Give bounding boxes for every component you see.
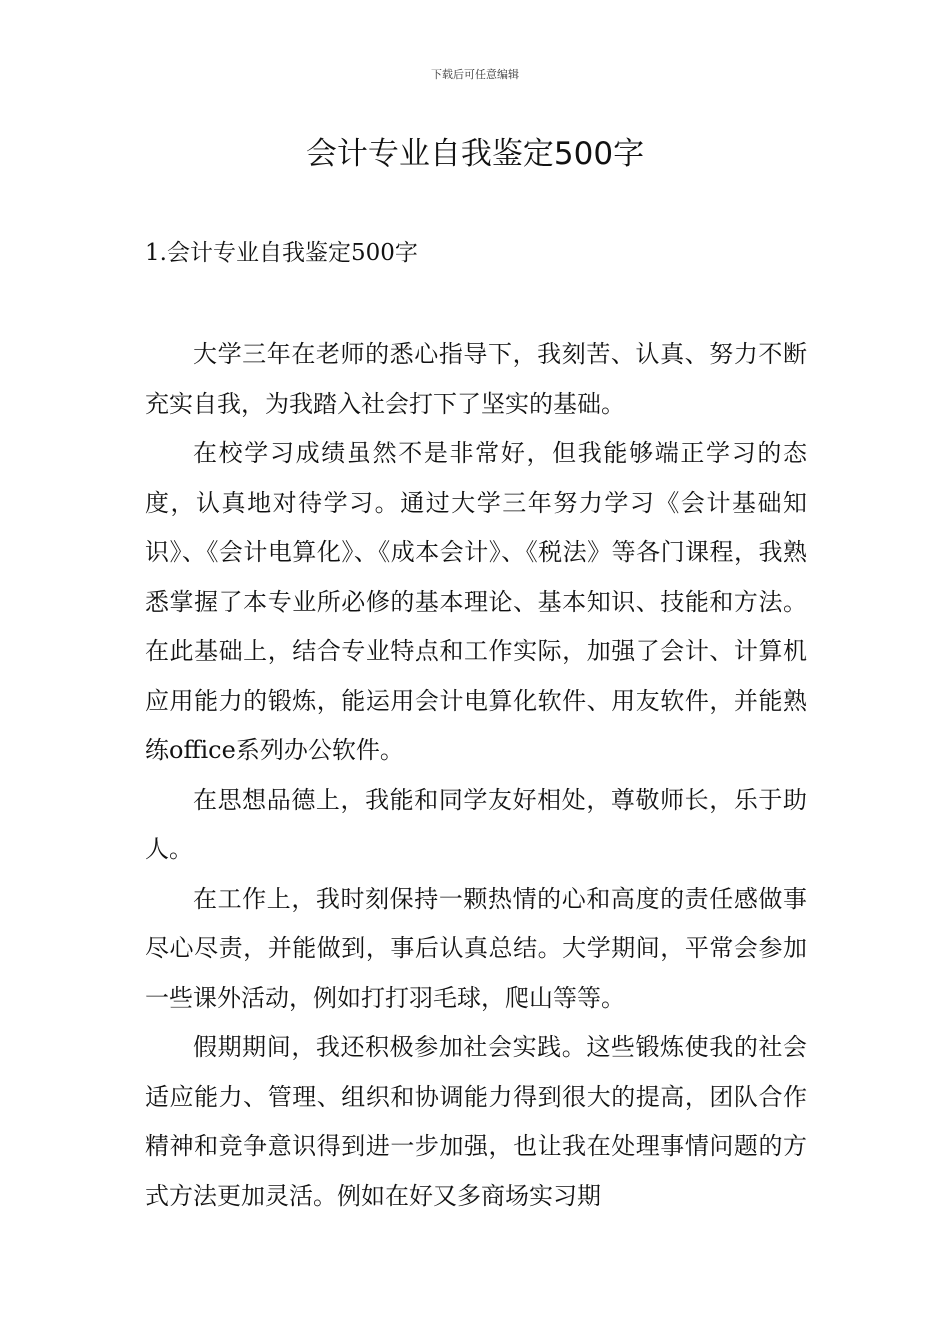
section-heading: 1.会计专业自我鉴定500字 — [145, 240, 418, 266]
paragraph: 在思想品德上，我能和同学友好相处，尊敬师长，乐于助人。 — [145, 785, 807, 863]
paragraph: 在工作上，我时刻保持一颗热情的心和高度的责任感做事尽心尽责，并能做到，事后认真总结。大学期间，平常会参加一些课外活动，例如打打羽毛球，爬山等等。 — [145, 884, 807, 1012]
document-body — [145, 330, 807, 1221]
paragraph: 假期期间，我还积极参加社会实践。这些锻炼使我的社会适应能力、管理、组织和协调能力得到很大的提高，团队合作精神和竞争意识得到进一步加强，也让我在处理事情问题的方式方法更加灵活。例如在好又多商场实习期 — [145, 1033, 807, 1210]
header-note: 下载后可任意编辑 — [431, 68, 519, 81]
document-title: 会计专业自我鉴定500字 — [305, 136, 645, 172]
paragraph: 大学三年在老师的悉心指导下，我刻苦、认真、努力不断充实自我，为我踏入社会打下了坚实的基础。 — [145, 340, 807, 418]
paragraph: 在校学习成绩虽然不是非常好，但我能够端正学习的态度，认真地对待学习。通过大学三年努力学习《会计基础知识》、《会计电算化》、《成本会计》、《税法》等各门课程，我熟悉掌握了本专业所必修的基本理论、基本知识、技能和方法。在此基础上，结合专业特点和工作实际，加强了会计、计算机应用能力的锻炼，能运用会计电算化软件、用友软件，并能熟练office系列办公软件。 — [145, 439, 807, 764]
